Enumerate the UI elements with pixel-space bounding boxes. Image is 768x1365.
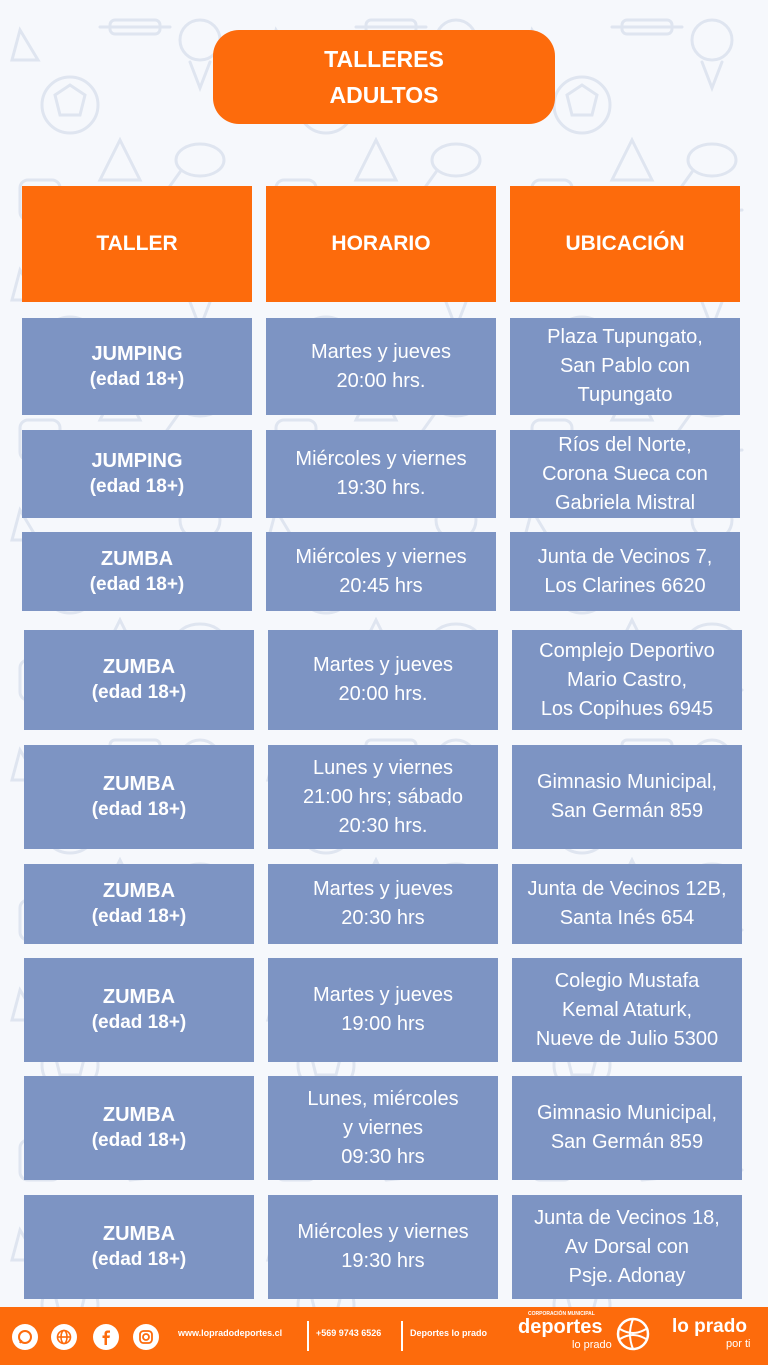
ubicacion-cell — [512, 1195, 742, 1299]
header-horario: HORARIO — [266, 186, 496, 302]
horario-cell — [268, 745, 498, 849]
ubicacion-cell — [510, 532, 740, 611]
horario-cell — [268, 958, 498, 1062]
ubicacion-line: Colegio Mustafa — [554, 969, 700, 992]
ubicacion-line: San Germán 859 — [550, 800, 704, 822]
taller-age: (edad 18+) — [91, 1130, 187, 1151]
header-taller: TALLER — [22, 186, 252, 302]
taller-name: ZUMBA — [102, 1104, 176, 1126]
brand-main-text: deportes — [518, 1316, 603, 1338]
horario-line: 19:00 hrs — [341, 1013, 425, 1035]
horario-line: 20:00 hrs. — [336, 369, 426, 392]
taller-name: ZUMBA — [102, 773, 176, 795]
horario-cell — [268, 1076, 498, 1180]
municipality-tagline: por ti — [726, 1338, 751, 1350]
horario-line: y viernes — [342, 1116, 424, 1139]
ubicacion-line: Plaza Tupungato, — [547, 326, 703, 348]
taller-cell — [24, 630, 254, 730]
title-line-2: ADULTOS — [329, 82, 439, 108]
footer-divider — [307, 1321, 309, 1351]
ubicacion-line: Psje. Adonay — [568, 1264, 686, 1287]
taller-age: (edad 18+) — [89, 476, 185, 497]
ubicacion-line: Ríos del Norte, — [558, 433, 692, 456]
brand-sub-text: lo prado — [572, 1339, 612, 1351]
horario-cell — [266, 318, 496, 415]
taller-cell — [22, 430, 252, 518]
taller-age: (edad 18+) — [91, 1249, 187, 1270]
horario-line: 21:00 hrs; sábado — [302, 785, 464, 808]
horario-cell — [268, 1195, 498, 1299]
ubicacion-line: Gabriela Mistral — [554, 491, 696, 514]
taller-age: (edad 18+) — [91, 682, 187, 703]
title-line-1: TALLERES — [324, 46, 444, 72]
ubicacion-line: Kemal Ataturk, — [561, 998, 693, 1021]
taller-name: ZUMBA — [102, 880, 176, 902]
taller-cell — [24, 958, 254, 1062]
ubicacion-line: San Pablo con — [559, 355, 691, 377]
ubicacion-line: Los Copihues 6945 — [540, 697, 714, 720]
taller-cell — [24, 864, 254, 944]
horario-cell — [268, 630, 498, 730]
taller-name: ZUMBA — [102, 656, 176, 678]
horario-cell — [268, 864, 498, 944]
horario-line: Miércoles y viernes — [295, 545, 467, 568]
facebook-icon[interactable] — [93, 1324, 119, 1350]
taller-cell — [24, 1076, 254, 1180]
municipality-logo-text: lo prado — [672, 1316, 747, 1337]
ubicacion-line: Gimnasio Municipal, — [536, 1102, 718, 1124]
horario-line: Martes y jueves — [312, 878, 454, 900]
taller-cell — [24, 1195, 254, 1299]
ubicacion-cell — [512, 1076, 742, 1180]
taller-age: (edad 18+) — [91, 1012, 187, 1033]
phone-number[interactable]: +569 9743 6526 — [316, 1328, 382, 1338]
ubicacion-line: Junta de Vecinos 18, — [534, 1206, 720, 1229]
page-title — [213, 30, 555, 124]
ubicacion-line: Junta de Vecinos 7, — [537, 545, 713, 568]
ubicacion-cell — [510, 318, 740, 415]
ubicacion-line: San Germán 859 — [550, 1131, 704, 1153]
horario-line: 20:00 hrs. — [338, 683, 428, 705]
horario-line: 19:30 hrs — [341, 1250, 425, 1272]
footer-divider — [401, 1321, 403, 1351]
footer-bar — [0, 1307, 768, 1365]
web-icon[interactable] — [51, 1324, 77, 1350]
ubicacion-line: Complejo Deportivo — [539, 639, 715, 662]
taller-age: (edad 18+) — [89, 573, 185, 595]
horario-line: 09:30 hrs — [341, 1145, 425, 1168]
taller-name: ZUMBA — [102, 986, 176, 1008]
horario-line: Miércoles y viernes — [295, 448, 467, 470]
ubicacion-line: Tupungato — [577, 384, 673, 406]
horario-line: 20:45 hrs — [339, 574, 423, 597]
taller-age: (edad 18+) — [91, 906, 187, 927]
horario-line: Martes y jueves — [312, 984, 454, 1006]
ball-logo-icon — [616, 1317, 650, 1351]
taller-cell — [24, 745, 254, 849]
horario-line: Martes y jueves — [310, 340, 452, 363]
website-link[interactable]: www.lopradodeportes.cl — [178, 1328, 283, 1338]
horario-cell — [266, 532, 496, 611]
horario-line: Lunes y viernes — [312, 756, 454, 779]
ubicacion-line: Gimnasio Municipal, — [536, 771, 718, 793]
taller-name: JUMPING — [91, 342, 183, 365]
ubicacion-line: Corona Sueca con — [542, 462, 708, 485]
taller-age: (edad 18+) — [89, 368, 185, 390]
horario-line: 20:30 hrs — [341, 907, 425, 929]
header-ubicacion: UBICACIÓN — [510, 186, 740, 302]
ubicacion-cell — [510, 430, 740, 518]
brand-small-text: CORPORACIÓN MUNICIPAL — [528, 1311, 595, 1317]
taller-cell — [22, 318, 252, 415]
ubicacion-line: Mario Castro, — [566, 668, 688, 691]
horario-line: Miércoles y viernes — [297, 1221, 469, 1243]
taller-name: JUMPING — [91, 450, 183, 472]
taller-age: (edad 18+) — [91, 799, 187, 820]
instagram-icon[interactable] — [133, 1324, 159, 1350]
ubicacion-line: Los Clarines 6620 — [544, 574, 706, 597]
ubicacion-line: Junta de Vecinos 12B, — [527, 878, 727, 900]
horario-line: 19:30 hrs. — [336, 477, 426, 499]
whatsapp-icon[interactable] — [12, 1324, 38, 1350]
horario-line: Lunes, miércoles — [307, 1087, 459, 1110]
ubicacion-cell — [512, 745, 742, 849]
horario-line: Martes y jueves — [312, 654, 454, 676]
horario-cell — [266, 430, 496, 518]
taller-cell — [22, 532, 252, 611]
ubicacion-cell — [512, 958, 742, 1062]
ubicacion-line: Nueve de Julio 5300 — [535, 1027, 719, 1050]
horario-line: 20:30 hrs. — [338, 814, 428, 837]
ubicacion-cell — [512, 630, 742, 730]
ubicacion-line: Av Dorsal con — [564, 1235, 690, 1258]
ubicacion-line: Santa Inés 654 — [559, 907, 695, 929]
ubicacion-cell — [512, 864, 742, 944]
social-handle[interactable]: Deportes lo prado — [410, 1328, 488, 1338]
taller-name: ZUMBA — [100, 547, 174, 570]
taller-name: ZUMBA — [102, 1223, 176, 1245]
